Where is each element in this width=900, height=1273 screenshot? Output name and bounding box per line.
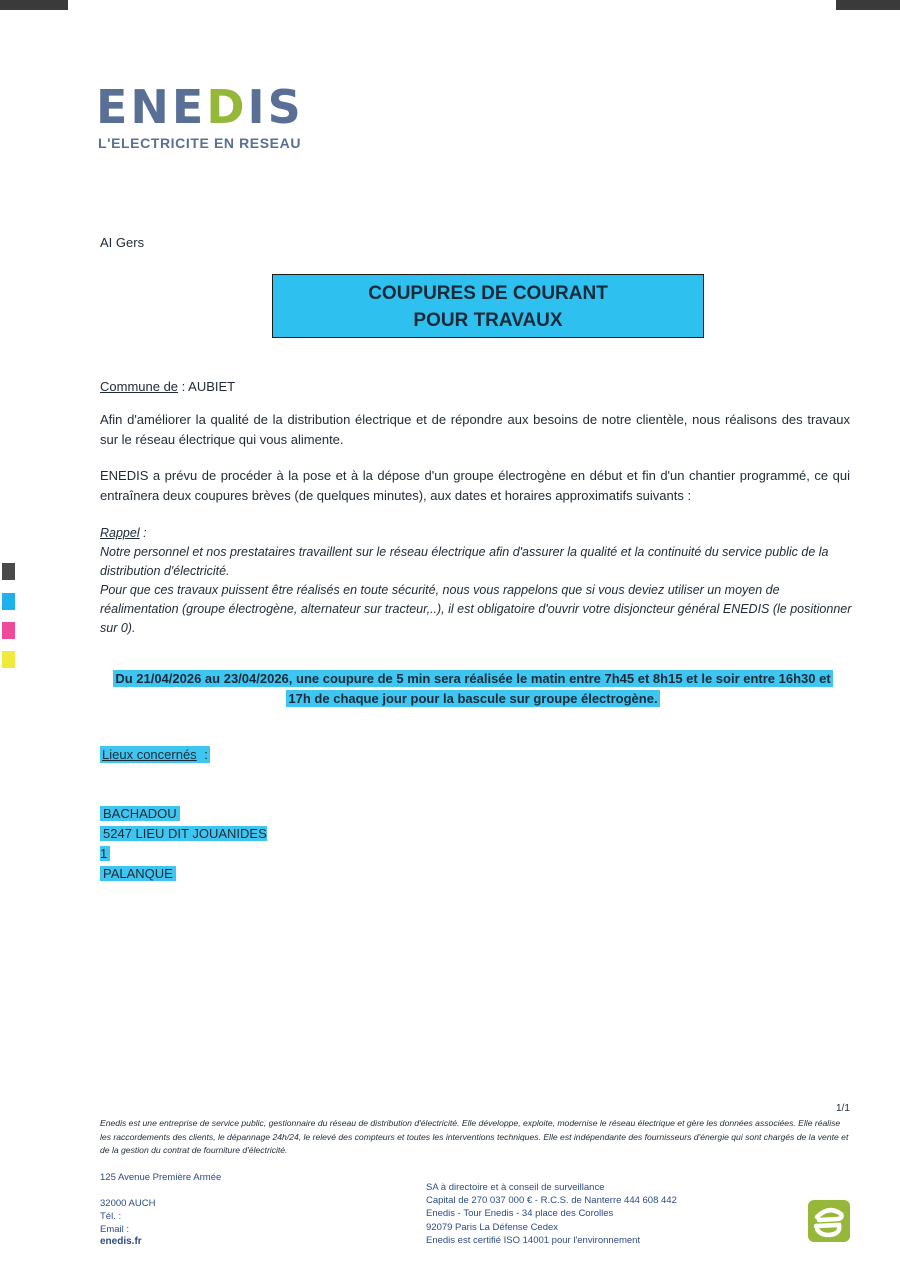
address-list — [100, 804, 280, 884]
print-mark-cyan — [2, 593, 15, 610]
address-item — [100, 824, 280, 864]
footer-website-link[interactable]: enedis.fr — [100, 1236, 142, 1247]
enedis-logo-mark-icon — [808, 1200, 850, 1242]
commune-separator: : — [178, 379, 189, 394]
title-line-2: POUR TRAVAUX — [413, 310, 563, 331]
paragraph-groupe: ENEDIS a prévu de procéder à la pose et à la dépose d'un groupe électrogène en début et fin d'un chantier programmé, ce qui entraînera deux coupures brèves (de quelques minutes), aux dates et horaires approximatifs suivants : — [100, 468, 850, 503]
rappel-line-1: Notre personnel et nos prestataires travaillent sur le réseau électrique afin d'assurer la qualité et la continuité du service public de la distribution d'électricité. — [100, 545, 829, 578]
address-text: BACHADOU — [100, 806, 180, 821]
logo-word-mid: D — [206, 80, 248, 134]
corporate-line: Enedis - Tour Enedis - 34 place des Corolles — [426, 1208, 614, 1220]
scan-edge-mark-left — [0, 0, 68, 10]
notice-line-1: Du 21/04/2026 au 23/04/2026, une coupure de 5 min sera réalisée le matin entre 7h45 et 8h15 et le soir entre 16h30 et — [115, 671, 831, 686]
paragraph-intro: Afin d'améliorer la qualité de la distribution électrique et de répondre aux besoins de notre clientèle, nous réalisons des travaux sur le réseau électrique qui vous alimente. — [100, 412, 850, 447]
footer-email: Email : — [100, 1224, 130, 1235]
logo-word-left: ENE — [96, 80, 207, 134]
outage-notice — [103, 669, 843, 709]
footer-corporate — [426, 1181, 677, 1247]
print-mark-black — [2, 563, 15, 580]
logo-word-right: IS — [247, 80, 304, 134]
address-item — [100, 864, 280, 884]
rappel-label: Rappel — [100, 526, 140, 540]
title-line-1: COUPURES DE COURANT — [368, 283, 608, 304]
rappel-suffix: : — [139, 526, 147, 540]
logo-tagline: L'ELECTRICITE EN RESEAU — [98, 135, 302, 151]
footer-address: 125 Avenue Première Armée — [100, 1172, 222, 1183]
address-item — [100, 804, 280, 824]
corporate-line: Capital de 270 037 000 € - R.C.S. de Nanterre 444 608 442 — [426, 1195, 677, 1207]
page-number: 1/1 — [836, 1103, 850, 1114]
notice-line-2: 17h de chaque jour pour la bascule sur groupe électrogène. — [288, 691, 658, 706]
corporate-line: SA à directoire et à conseil de surveillance — [426, 1182, 605, 1193]
lieux-suffix: : — [200, 747, 208, 762]
scan-edge-mark-right — [836, 0, 900, 10]
footer-tel: Tél. : — [100, 1211, 122, 1222]
address-text: PALANQUE — [100, 866, 176, 881]
corporate-line: Enedis est certifié ISO 14001 pour l'environnement — [426, 1234, 641, 1246]
lieux-heading — [100, 747, 210, 762]
rappel-line-2: Pour que ces travaux puissent être réalisés en toute sécurité, nous vous rappelons que si vous deviez utiliser un moyen de réalimentation (groupe électrogène, alternateur sur tracteur,..), il est obligatoire d'ouvrir votre disjoncteur général ENEDIS (le positionner sur 0). — [100, 583, 852, 635]
commune-value: AUBIET — [188, 379, 236, 394]
legal-text: Enedis est une entreprise de service public, gestionnaire du réseau de distribution d'électricité. Elle développe, exploite, modernise le réseau électrique et gère les données associées. Elle réalise les raccordements des clients, le dépannage 24h/24, le relevé des compteurs et toutes les interventions techniques. Elle est indépendante des fournisseurs d'énergie qui sont chargés de la vente et de la gestion du contrat de fourniture d'électricité. — [100, 1118, 849, 1155]
title-box — [272, 274, 704, 338]
rappel-heading — [100, 524, 860, 543]
enedis-logo — [96, 82, 304, 132]
address-text: 5247 LIEU DIT JOUANIDES 1 — [100, 826, 267, 861]
recipient: AI Gers — [100, 235, 145, 250]
commune-line — [100, 379, 235, 394]
corporate-line: 92079 Paris La Défense Cedex — [426, 1221, 559, 1233]
print-mark-yellow — [2, 651, 15, 668]
commune-label: Commune de — [100, 379, 179, 394]
lieux-label: Lieux concernés — [102, 747, 197, 762]
print-mark-magenta — [2, 622, 15, 639]
footer-city: 32000 AUCH — [100, 1198, 156, 1209]
rappel-block — [100, 524, 860, 638]
